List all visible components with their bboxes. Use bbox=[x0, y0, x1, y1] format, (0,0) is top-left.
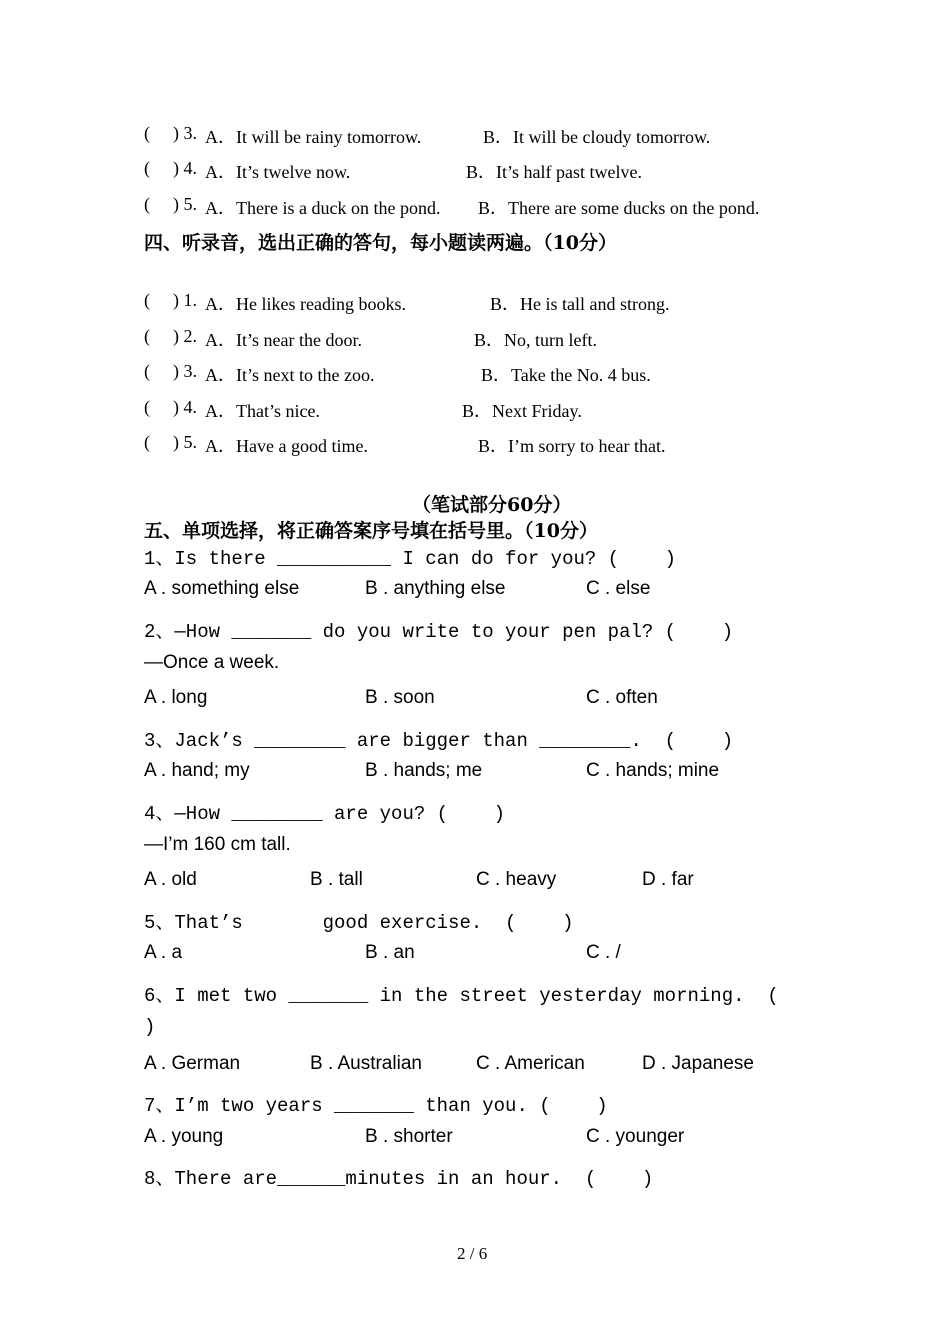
option-b: B．Take the No. 4 bus. bbox=[481, 365, 651, 385]
answer-paren: ( bbox=[144, 194, 150, 214]
option-b: B．It will be cloudy tomorrow. bbox=[483, 127, 711, 147]
option-a: A . long bbox=[144, 687, 208, 708]
item-number: ) 1. bbox=[173, 290, 197, 310]
question-1: 1、Is there __________ I can do for you? ( ) bbox=[144, 548, 677, 570]
option-b: B．No, turn left. bbox=[474, 330, 597, 350]
item-number: ) 3. bbox=[173, 123, 197, 143]
option-d: D . Japanese bbox=[642, 1053, 754, 1074]
item-number: ) 5. bbox=[173, 432, 197, 452]
page-number: 2 / 6 bbox=[457, 1244, 488, 1263]
option-a: A．It’s next to the zoo. bbox=[205, 365, 375, 385]
option-a: A．That’s nice. bbox=[205, 401, 320, 421]
option-c: C . American bbox=[476, 1053, 585, 1074]
item-number: ) 3. bbox=[173, 361, 197, 381]
option-b: B．Next Friday. bbox=[462, 401, 582, 421]
answer-paren: ( bbox=[144, 397, 150, 417]
answer-paren: ( bbox=[144, 361, 150, 381]
option-d: D . far bbox=[642, 869, 694, 890]
option-b: B．There are some ducks on the pond. bbox=[478, 198, 760, 218]
answer-paren: ( bbox=[144, 158, 150, 178]
option-b: B．I’m sorry to hear that. bbox=[478, 436, 666, 456]
option-b: B . anything else bbox=[365, 578, 506, 599]
option-c: C . else bbox=[586, 578, 651, 599]
option-b: B．It’s half past twelve. bbox=[466, 162, 642, 182]
option-b: B . hands; me bbox=[365, 760, 483, 781]
option-b: B . soon bbox=[365, 687, 435, 708]
option-a: A．It’s near the door. bbox=[205, 330, 362, 350]
item-number: ) 2. bbox=[173, 326, 197, 346]
question-8: 8、There are______minutes in an hour. ( ) bbox=[144, 1168, 654, 1190]
item-number: ) 5. bbox=[173, 194, 197, 214]
section-4-title: 四、听录音，选出正确的答句，每小题读两遍。（10分） bbox=[144, 232, 617, 254]
question-4: 4、—How ________ are you? ( ) bbox=[144, 803, 506, 825]
question-3: 3、Jack’s ________ are bigger than ________. ( ) bbox=[144, 730, 734, 752]
option-c: C . younger bbox=[586, 1126, 685, 1147]
option-a: A . old bbox=[144, 869, 197, 890]
answer-paren: ( bbox=[144, 432, 150, 452]
answer-paren: ( bbox=[144, 326, 150, 346]
option-a: A．It will be rainy tomorrow. bbox=[205, 127, 422, 147]
option-a: A . young bbox=[144, 1126, 224, 1147]
written-part-title: （笔试部分60分） bbox=[412, 494, 572, 516]
option-b: B . Australian bbox=[310, 1053, 422, 1074]
question-6: 6、I met two _______ in the street yesterday morning. ( bbox=[144, 985, 779, 1007]
option-a: A . German bbox=[144, 1053, 241, 1074]
answer-paren: ( bbox=[144, 123, 150, 143]
option-b: B . an bbox=[365, 942, 415, 963]
option-b: B . shorter bbox=[365, 1126, 453, 1147]
question-2: 2、—How _______ do you write to your pen pal? ( ) bbox=[144, 621, 734, 643]
question-4-reply: —I’m 160 cm tall. bbox=[144, 834, 291, 855]
option-b: B . tall bbox=[310, 869, 363, 890]
question-5: 5、That’s good exercise. ( ) bbox=[144, 912, 574, 934]
question-2-reply: —Once a week. bbox=[144, 652, 280, 673]
section-5-title: 五、单项选择，将正确答案序号填在括号里。（10分） bbox=[144, 520, 598, 542]
item-number: ) 4. bbox=[173, 397, 197, 417]
option-c: C . heavy bbox=[476, 869, 557, 890]
question-7: 7、I’m two years _______ than you. ( ) bbox=[144, 1095, 608, 1117]
option-c: C . often bbox=[586, 687, 658, 708]
option-a: A．He likes reading books. bbox=[205, 294, 406, 314]
option-c: C . / bbox=[586, 942, 621, 963]
option-c: C . hands; mine bbox=[586, 760, 720, 781]
option-a: A．It’s twelve now. bbox=[205, 162, 351, 182]
option-a: A . something else bbox=[144, 578, 300, 599]
answer-paren: ( bbox=[144, 290, 150, 310]
option-a: A . hand; my bbox=[144, 760, 250, 781]
option-a: A . a bbox=[144, 942, 183, 963]
item-number: ) 4. bbox=[173, 158, 197, 178]
question-6-continued: ) bbox=[144, 1016, 156, 1038]
option-b: B．He is tall and strong. bbox=[490, 294, 670, 314]
option-a: A．There is a duck on the pond. bbox=[205, 198, 441, 218]
option-a: A．Have a good time. bbox=[205, 436, 368, 456]
